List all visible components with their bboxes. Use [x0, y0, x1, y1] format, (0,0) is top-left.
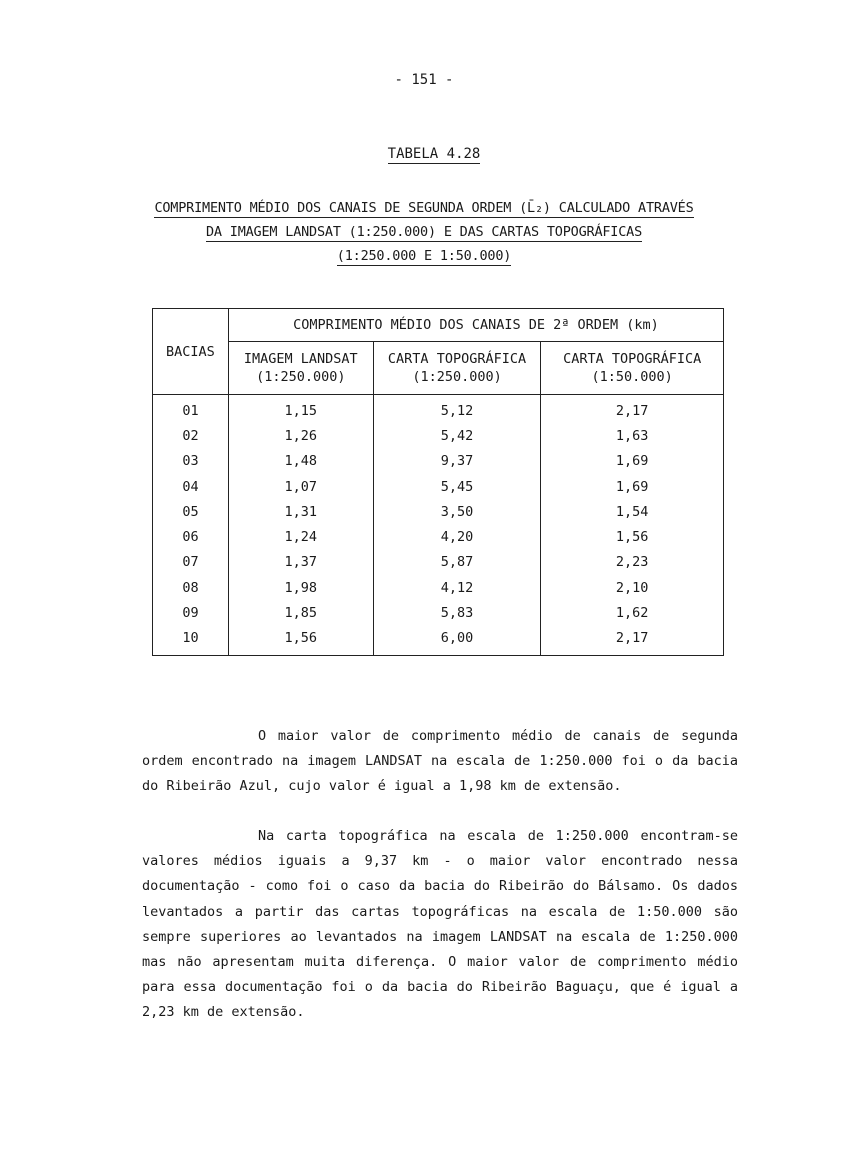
- table-cell: 4,12: [373, 575, 541, 600]
- table-cell: 1,15: [228, 395, 373, 424]
- table-cell: 3,50: [373, 499, 541, 524]
- caption-line: [0, 196, 848, 220]
- table-cell: 6,00: [373, 626, 541, 656]
- table-cell: 1,56: [541, 524, 724, 549]
- column-header-name: CARTA TOPOGRÁFICA: [563, 351, 702, 367]
- table-cell: 04: [153, 474, 229, 499]
- table-row: [153, 474, 724, 499]
- column-header-name: CARTA TOPOGRÁFICA: [387, 351, 527, 367]
- table-label: [0, 146, 848, 162]
- table-cell: 08: [153, 575, 229, 600]
- table-cell: 07: [153, 550, 229, 575]
- table-label-text: TABELA 4.28: [387, 146, 481, 162]
- table-cell: 1,98: [228, 575, 373, 600]
- data-table: [152, 308, 724, 656]
- table-cell: 1,69: [541, 449, 724, 474]
- table-cell: 5,87: [373, 550, 541, 575]
- caption-line-text: DA IMAGEM LANDSAT (1:250.000) E DAS CARTAS TOPOGRÁFICAS: [205, 224, 643, 240]
- table-row: [153, 449, 724, 474]
- paragraph-text: Na carta topográfica na escala de 1:250.000 encontram-se valores médios iguais a 9,37 km - o maior valor encontrado nessa documentação - como foi o caso da bacia do Ribeirão do Bálsamo. Os dados levantados a partir das cartas topográficas na escala de 1:50.000 são sempre superiores ao levantados na imagem LANDSAT na escala de 1:250.000 mas não apresentam muita diferença. O maior valor de comprimento médio para essa documentação foi o da bacia do Ribeirão Baguaçu, que é igual a 2,23 km de extensão.: [142, 828, 738, 1021]
- table-cell: 5,45: [373, 474, 541, 499]
- table-cell: 1,31: [228, 499, 373, 524]
- table-cell: 5,42: [373, 423, 541, 448]
- table-cell: 4,20: [373, 524, 541, 549]
- table-row: [153, 524, 724, 549]
- table-cell: 1,48: [228, 449, 373, 474]
- table-cell: 06: [153, 524, 229, 549]
- page-number: - 151 -: [394, 72, 454, 88]
- table-cell: 1,26: [228, 423, 373, 448]
- table-caption: [0, 196, 848, 268]
- table-cell: 1,85: [228, 600, 373, 625]
- table-row: [153, 626, 724, 656]
- table-cell: 02: [153, 423, 229, 448]
- table-cell: 2,17: [541, 626, 724, 656]
- table-cell: 1,69: [541, 474, 724, 499]
- table-cell: 10: [153, 626, 229, 656]
- column-header-scale: (1:50.000): [591, 369, 673, 385]
- table-cell: 1,37: [228, 550, 373, 575]
- table-cell: 1,54: [541, 499, 724, 524]
- table-cell: 1,24: [228, 524, 373, 549]
- table-cell: 2,23: [541, 550, 724, 575]
- caption-line: [0, 244, 848, 268]
- table-cell: 5,12: [373, 395, 541, 424]
- table-cell: 03: [153, 449, 229, 474]
- table-cell: 1,63: [541, 423, 724, 448]
- table-row: [153, 575, 724, 600]
- paragraph-text: O maior valor de comprimento médio de canais de segunda ordem encontrado na imagem LANDSAT na escala de 1:250.000 foi o da bacia do Ribeirão Azul, cujo valor é igual a 1,98 km de extensão.: [142, 728, 738, 795]
- table-cell: 05: [153, 499, 229, 524]
- table-cell: 1,56: [228, 626, 373, 656]
- table-cell: 1,62: [541, 600, 724, 625]
- paragraph: [142, 824, 738, 1026]
- column-header-scale: (1:250.000): [256, 369, 346, 385]
- table-cell: 09: [153, 600, 229, 625]
- column-header: [373, 342, 541, 395]
- table-row: [153, 600, 724, 625]
- table-row: [153, 499, 724, 524]
- table-cell: 01: [153, 395, 229, 424]
- table-cell: 2,10: [541, 575, 724, 600]
- column-header: [228, 342, 373, 395]
- caption-line: [0, 220, 848, 244]
- table-cell: 1,07: [228, 474, 373, 499]
- column-header: [541, 342, 724, 395]
- table-row: [153, 395, 724, 424]
- table-row: [153, 550, 724, 575]
- column-header-name: IMAGEM LANDSAT: [243, 351, 358, 367]
- table-cell: 2,17: [541, 395, 724, 424]
- group-header: COMPRIMENTO MÉDIO DOS CANAIS DE 2ª ORDEM (km): [228, 309, 723, 342]
- column-header-scale: (1:250.000): [412, 369, 502, 385]
- paragraph: [142, 724, 738, 800]
- table-row: [153, 423, 724, 448]
- caption-line-text: COMPRIMENTO MÉDIO DOS CANAIS DE SEGUNDA ORDEM (L̄₂) CALCULADO ATRAVÉS: [154, 200, 694, 216]
- caption-line-text: (1:250.000 E 1:50.000): [336, 248, 512, 264]
- row-header-bacias: BACIAS: [153, 309, 229, 395]
- table-cell: 5,83: [373, 600, 541, 625]
- table-cell: 9,37: [373, 449, 541, 474]
